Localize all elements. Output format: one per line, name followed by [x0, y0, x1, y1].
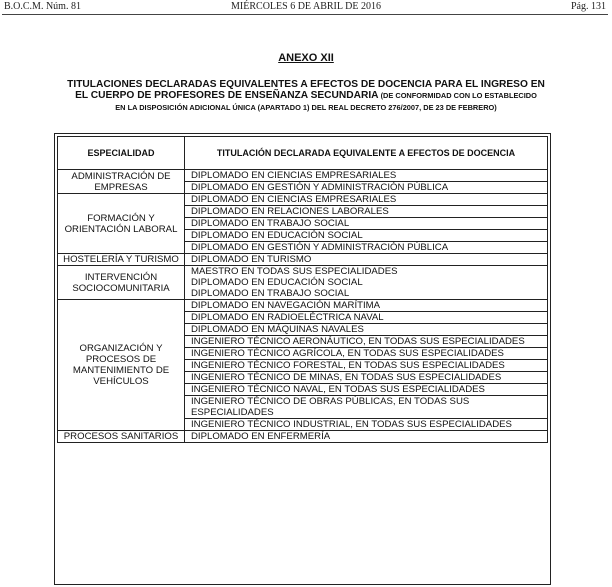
table-body [58, 170, 548, 443]
column-header-title: TITULACIÓN DECLARADA EQUIVALENTE A EFECTOS DE DOCENCIA [185, 137, 548, 170]
column-header-specialty: ESPECIALIDAD [58, 137, 185, 170]
title-cell: DIPLOMADO EN EDUCACIÓN SOCIAL [185, 230, 548, 242]
title-cell: DIPLOMADO EN CIENCIAS EMPRESARIALES [185, 170, 548, 182]
title-cell: DIPLOMADO EN ENFERMERÍA [185, 431, 548, 443]
specialty-cell: FORMACIÓN Y ORIENTACIÓN LABORAL [58, 194, 185, 254]
title-cell: INGENIERO TÉCNICO AERONÁUTICO, EN TODAS SUS ESPECIALIDADES [185, 336, 548, 348]
annex-title: ANEXO XII [278, 52, 334, 64]
specialty-cell: HOSTELERÍA Y TURISMO [58, 254, 185, 266]
title-cell: DIPLOMADO EN GESTIÓN Y ADMINISTRACIÓN PÚBLICA [185, 242, 548, 254]
title-cell: INGENIERO TÉCNICO NAVAL, EN TODAS SUS ESPECIALIDADES [185, 384, 548, 396]
table-row [58, 266, 548, 300]
title-cell: INGENIERO TÉCNICO FORESTAL, EN TODAS SUS ESPECIALIDADES [185, 360, 548, 372]
table-row [58, 170, 548, 182]
title-cell: INGENIERO TÉCNICO DE OBRAS PÚBLICAS, EN TODAS SUS ESPECIALIDADES [185, 396, 548, 419]
title-cell: DIPLOMADO EN MÁQUINAS NAVALES [185, 324, 548, 336]
specialty-cell: INTERVENCIÓN SOCIOCOMUNITARIA [58, 266, 185, 300]
title-cell [185, 266, 548, 300]
specialty-cell: PROCESOS SANITARIOS [58, 431, 185, 443]
title-cell: DIPLOMADO EN RELACIONES LABORALES [185, 206, 548, 218]
title-cell: INGENIERO TÉCNICO INDUSTRIAL, EN TODAS SUS ESPECIALIDADES [185, 419, 548, 431]
header-divider [2, 14, 608, 15]
title-cell: DIPLOMADO EN TRABAJO SOCIAL [185, 218, 548, 230]
specialty-cell: ORGANIZACIÓN Y PROCESOS DE MANTENIMIENTO DE VEHÍCULOS [58, 300, 185, 431]
title-line-1: TITULACIONES DECLARADAS EQUIVALENTES A EFECTOS DE DOCENCIA PARA EL INGRESO EN [67, 79, 545, 90]
document-title [36, 79, 576, 101]
bulletin-number: B.O.C.M. Núm. 81 [4, 1, 81, 12]
table-row [58, 194, 548, 206]
title-line: DIPLOMADO EN EDUCACIÓN SOCIAL [191, 277, 363, 288]
table-header-row [58, 137, 548, 170]
title-cell: DIPLOMADO EN GESTIÓN Y ADMINISTRACIÓN PÚBLICA [185, 182, 548, 194]
page-number: Pág. 131 [571, 1, 606, 12]
title-line: DIPLOMADO EN TRABAJO SOCIAL [191, 288, 350, 299]
title-cell: DIPLOMADO EN NAVEGACIÓN MARÍTIMA [185, 300, 548, 312]
table-row [58, 300, 548, 312]
title-line-2: EL CUERPO DE PROFESORES DE ENSEÑANZA SECUNDARIA (DE CONFORMIDAD CON LO ESTABLECIDO [75, 90, 537, 101]
title-cell: DIPLOMADO EN RADIOELÉCTRICA NAVAL [185, 312, 548, 324]
title-line-3: EN LA DISPOSICIÓN ADICIONAL ÚNICA (APARTADO 1) DEL REAL DECRETO 276/2007, DE 23 DE FEBRERO) [115, 103, 497, 112]
title-cell: DIPLOMADO EN CIENCIAS EMPRESARIALES [185, 194, 548, 206]
page-header [0, 0, 612, 14]
equivalence-table [57, 136, 548, 443]
table-row [58, 254, 548, 266]
title-cell: INGENIERO TÉCNICO AGRÍCOLA, EN TODAS SUS ESPECIALIDADES [185, 348, 548, 360]
title-cell: INGENIERO TÉCNICO DE MINAS, EN TODAS SUS ESPECIALIDADES [185, 372, 548, 384]
table-row [58, 431, 548, 443]
specialty-cell: ADMINISTRACIÓN DE EMPRESAS [58, 170, 185, 194]
title-cell: DIPLOMADO EN TURISMO [185, 254, 548, 266]
title-line: MAESTRO EN TODAS SUS ESPECIALIDADES [191, 266, 398, 277]
publication-date: MIÉRCOLES 6 DE ABRIL DE 2016 [231, 1, 381, 12]
